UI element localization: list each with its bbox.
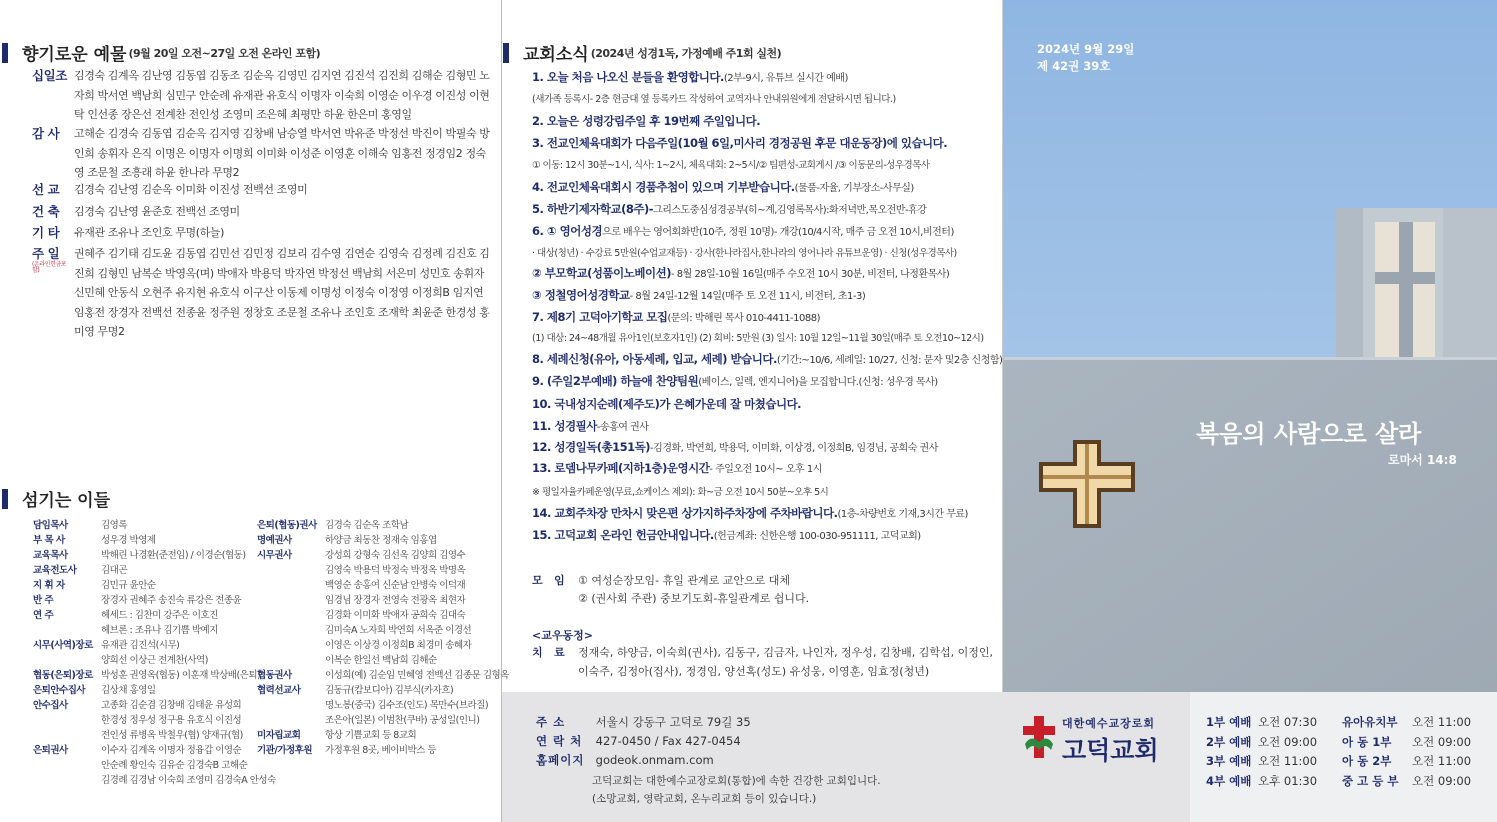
news-item (532, 460, 822, 476)
servant-names: 임경님 장경자 전영숙 전광옥 최현자 (325, 595, 466, 606)
news-item-detail: (2부-9시, 유튜브 실시간 예배) (723, 73, 848, 84)
news-item-detail: - 8월 28일-10월 16일(매주 수오전 10시 30분, 비전터, 나정환목사) (670, 269, 950, 280)
servant-names: 명노봉(중국) 김수조(인도) 목만수(브라질) (325, 700, 489, 711)
servant-names: 조은아(일본) 이범찬(쿠바) 공성일(인니) (325, 715, 480, 726)
web-row (536, 752, 714, 768)
section-bar (2, 489, 8, 509)
servant-role: 협력선교사 (257, 685, 301, 696)
worship-time-row (1206, 734, 1317, 750)
news-item-bold: 11. 성경필사 (532, 419, 597, 433)
servants-section-header (2, 486, 110, 511)
offering-label: 건 축 (32, 204, 60, 219)
worship-service: 유아유치부 (1342, 715, 1398, 729)
servant-names: 성우경 박영제 (101, 535, 156, 546)
web-value[interactable]: godeok.onmam.com (595, 753, 714, 767)
news-item-detail: - 주일오전 10시~ 오후 1시 (709, 464, 822, 475)
servant-names: 헤세드 : 김찬미 강주은 이호진 (101, 610, 218, 621)
servant-row (33, 534, 253, 549)
servant-names: 하양금 최동찬 정재숙 임홍엽 (325, 535, 437, 546)
worship-time: 오전 11:00 (1412, 754, 1472, 768)
servant-role: 교육전도사 (33, 565, 77, 576)
servant-names: 항상 기쁨교회 등 8교회 (325, 730, 417, 741)
offering-label: 선 교 (32, 182, 60, 197)
offering-names: 김경숙 김계옥 김난영 김동엽 김동조 김순옥 김영민 김지연 김진석 김진희 김해순 김형민 노자희 박서연 백남희 심민구 안순례 유재관 유호식 이명자 이숙희 이영순 이우경 이진성 이현탁 인선종 장은선 전계찬 전인성 조영미 조은혜 최평만 하윤 한은미 홍영일 (74, 69, 490, 121)
servant-role: 지 휘 자 (33, 580, 65, 591)
servant-names: 강성희 강형숙 김선옥 김양희 김영수 (325, 550, 466, 561)
offering-names: 김경숙 김난영 김순옥 이미화 이진성 전백선 조영미 (74, 183, 308, 196)
news-item (532, 135, 947, 151)
worship-service: 2부 예배 (1206, 734, 1252, 749)
servant-names: 박성훈 권영옥(협동) 이훈재 박상배(은퇴) (101, 670, 261, 681)
staff-label: 치 료 (532, 646, 565, 659)
offering-row (32, 244, 496, 342)
servant-names: 김동규(캄보디아) 김부식(카자흐) (325, 685, 454, 696)
servant-row (33, 729, 253, 744)
servant-role: 부 목 사 (33, 535, 65, 546)
church-desc-1: 고덕교회는 대한예수교장로회(통합)에 속한 건강한 교회입니다. (592, 775, 881, 787)
servant-row (33, 639, 253, 654)
servant-names: 헤브론 : 조유나 김기쁨 박예지 (101, 625, 218, 636)
offering-names: 고해순 김경숙 김동엽 김순옥 김지영 김창배 남승열 박서연 박유준 박정선 박진이 박필숙 방인희 송휘자 은직 이명은 이명자 이명희 이미화 이성준 이영훈 이해숙 임홍전 정경임2 정숙영 조문철 조흥래 하윤 한나라 무명2 (74, 127, 490, 179)
bulletin-issue: 제 42권 39호 (1037, 59, 1111, 73)
servant-row (257, 684, 497, 699)
news-item (532, 351, 1002, 367)
worship-time-row (1206, 773, 1317, 789)
news-item-bold: 13. 로뎀나무카페(지하1층)운영시간 (532, 461, 710, 475)
servant-row (33, 669, 261, 684)
servant-row (33, 774, 276, 789)
servant-names: 가정후원 8곳, 베이비박스 등 (325, 745, 437, 756)
servant-row (33, 714, 253, 729)
news-item-detail: (문의: 박해린 목사 010-4411-1088) (667, 313, 821, 324)
worship-service: 1부 예배 (1206, 715, 1252, 729)
news-item (532, 484, 828, 498)
worship-time-row (1206, 714, 1317, 730)
web-label: 홈페이지 (536, 753, 585, 767)
news-item-detail: -송홍여 권사 (596, 422, 649, 433)
servant-names: 유재관 김진석(시무) (101, 640, 180, 651)
servant-role: 연 주 (33, 610, 54, 621)
servant-role: 은퇴권사 (33, 745, 68, 756)
servant-names: 장경자 권혜주 송진숙 류강은 전종윤 (101, 595, 242, 606)
servant-row (33, 609, 253, 624)
meeting-line: ② (권사회 주관) 중보기도회-휴일관계로 쉽니다. (578, 592, 810, 605)
worship-time: 오전 07:30 (1258, 715, 1318, 729)
news-item-detail: (베이스, 일렉, 엔지니어)을 모집합니다.(신청: 성우경 목사) (698, 377, 938, 388)
offering-row (32, 124, 496, 183)
servant-row (257, 609, 497, 624)
offering-label: 감 사 (32, 126, 60, 141)
servant-row (33, 594, 253, 609)
news-item (532, 157, 930, 171)
worship-time: 오전 11:00 (1412, 715, 1472, 729)
worship-time-row (1342, 773, 1471, 789)
phone-value: 427-0450 / Fax 427-0454 (595, 734, 741, 748)
news-item-bold: 5. 하반기제자학교(8주)- (532, 202, 654, 216)
news-item-bold: 15. 고덕교회 온라인 헌금안내입니다. (532, 528, 714, 542)
news-item-detail: (물품-자율, 기부장소-사무실) (794, 183, 914, 194)
servant-names: 고종화 김순겸 김창배 김태윤 유성희 (101, 700, 242, 711)
servant-row (33, 744, 253, 759)
servant-row (257, 729, 497, 744)
servant-names: 이복순 한일선 백남희 김해순 (325, 655, 437, 666)
worship-time: 오전 11:00 (1258, 754, 1318, 768)
offering-label-text: 주 일 (32, 246, 60, 261)
servant-row (257, 579, 497, 594)
church-name: 고덕교회 (1062, 736, 1159, 765)
offering-row (32, 66, 496, 125)
servant-row (257, 699, 497, 714)
church-desc-2: (소망교회, 영락교회, 온누리교회 등이 있습니다.) (592, 793, 817, 805)
servant-role: 교육목사 (33, 550, 68, 561)
news-item-bold: 9. (주일2부예배) 하늘애 찬양팀원 (532, 374, 699, 388)
news-item-detail: ① 이동: 12시 30분~1시, 식사: 1~2시, 체육대회: 2~5시/② 팀편성-교회게시 /③ 이동문의-성우경목사 (532, 160, 930, 171)
staff-news-title: <교우동정> (532, 629, 593, 642)
servant-names: 김민규 윤안순 (101, 580, 156, 591)
worship-time-row (1342, 753, 1471, 769)
news-item (532, 91, 896, 105)
sermon-verse: 로마서 14:8 (1388, 453, 1457, 467)
news-item (532, 505, 968, 521)
news-item-detail: · 대상(청년) · 수강료 5만원(수업교재등) · 강사(한나라집사,한나라의 영어나라 유튜브운영) · 신청(성우경목사) (532, 248, 957, 259)
church-logo-icon (1021, 714, 1057, 760)
servant-role: 미자립교회 (257, 730, 301, 741)
cover-image (1003, 0, 1497, 692)
servant-row (257, 549, 497, 564)
worship-time-row (1206, 753, 1317, 769)
offering-names: 유재관 조유나 조인호 무명(하늘) (74, 226, 225, 239)
servant-row (257, 669, 509, 684)
servant-names: 김대곤 (101, 565, 128, 576)
news-item-detail: (1층-차량번호 기재,3시간 무료) (837, 509, 968, 520)
address-value: 서울시 강동구 고덕로 79길 35 (595, 715, 751, 729)
news-title: 교회소식 (523, 45, 589, 65)
offering-title: 향기로운 예물 (22, 45, 127, 65)
denomination-name: 대한예수교장로회 (1062, 717, 1156, 730)
servant-row (33, 654, 253, 669)
servant-role: 은퇴(협동)권사 (257, 520, 317, 531)
news-item-bold: 6. ① 영어성경 (532, 224, 603, 238)
news-item-bold: 4. 전교인체육대회시 경품추첨이 있으며 기부받습니다. (532, 180, 795, 194)
servant-row (33, 579, 253, 594)
church-building-illustration (1003, 0, 1497, 692)
news-item (532, 69, 848, 85)
servant-row (33, 684, 253, 699)
sermon-headline: 복음의 사람으로 살라 (1196, 420, 1422, 448)
news-item (532, 418, 648, 434)
servant-role: 담임목사 (33, 520, 68, 531)
phone-label: 연 락 처 (536, 734, 583, 748)
servant-names: 한경성 정우성 정구용 유호식 이진성 (101, 715, 242, 726)
servant-row (257, 519, 497, 534)
section-bar (503, 43, 509, 63)
news-item (532, 287, 865, 303)
servant-names: 안순례 황인숙 김유순 김경숙B 고해순 (101, 760, 248, 771)
news-item-bold: ③ 정철영어성경학교 (532, 288, 630, 302)
servant-names: 이성희(예) 김순임 민혜영 전백선 김종문 김형옥 (325, 670, 509, 681)
servant-row (257, 624, 497, 639)
address-row (536, 714, 751, 730)
servant-row (33, 624, 253, 639)
bulletin-date: 2024년 9월 29일 (1037, 42, 1135, 56)
servant-role: 안수집사 (33, 700, 68, 711)
offering-section-header (2, 40, 320, 65)
servant-row (33, 564, 253, 579)
servant-role: 시무(사역)장로 (33, 640, 93, 651)
offering-label (32, 244, 72, 274)
news-item-detail: (1) 대상: 24~48개월 유아1인(보호자1인) (2) 회비: 5만원 (3) 일시: 10월 12일~11월 30일(매주 토 오전10~12시) (532, 333, 984, 344)
offering-label: 기 타 (32, 225, 60, 240)
news-item (532, 265, 949, 281)
news-item (532, 223, 954, 239)
servant-role: 시무권사 (257, 550, 292, 561)
news-item-bold: ② 부모학교(성품이노베이션) (532, 266, 671, 280)
servant-role: 명예권사 (257, 535, 292, 546)
news-item (532, 309, 820, 325)
news-item-detail: 그리스도중심성경공부(히~계,김영록목사):화저녁반,목오전반-휴강 (653, 205, 927, 216)
servant-row (257, 564, 497, 579)
worship-service: 아 동 2부 (1342, 754, 1392, 768)
servant-names: 김경숙 김순옥 조학남 (325, 520, 409, 531)
servant-role: 협동권사 (257, 670, 292, 681)
news-item-detail: (기간:~10/6, 세례일: 10/27, 신청: 문자 및2층 신청함) (776, 355, 1003, 366)
servant-row (257, 594, 497, 609)
worship-service: 중 고 등 부 (1342, 773, 1399, 788)
servant-role: 기관/가정후원 (257, 745, 313, 756)
servant-names: 이영은 이상경 이정희B 최경미 송혜자 (325, 640, 472, 651)
address-label: 주 소 (536, 715, 566, 729)
meeting-line: ① 여성순장모임- 휴일 관계로 교안으로 대체 (578, 574, 790, 587)
news-item (532, 373, 938, 389)
section-bar (2, 43, 8, 63)
offering-row (32, 202, 496, 222)
offering-row (32, 180, 496, 200)
servants-title: 섬기는 이들 (22, 491, 111, 511)
news-item (532, 527, 921, 543)
news-item (532, 113, 760, 129)
staff-line: 이숙주, 김정아(집사), 정경임, 양선혹(성도) 유성웅, 이영훈, 임효정(청년) (578, 665, 930, 678)
news-item-bold: 12. 성경일독(총151독) (532, 440, 651, 454)
servant-names: 전인성 류병옥 박철우(협) 양재규(협) (101, 730, 243, 741)
news-subtitle: (2024년 성경1독, 가정예배 주1회 실천) (590, 46, 782, 60)
worship-time-row (1342, 734, 1471, 750)
servant-row (257, 714, 497, 729)
news-item-bold: 14. 교회주차장 만차시 맞은편 상가지하주차장에 주차바랍니다. (532, 506, 838, 520)
servant-names: 이수자 김계옥 이명자 정융갑 이영순 (101, 745, 242, 756)
news-item-bold: 3. 전교인체육대회가 다음주일(10월 6일,미사리 경정공원 후문 대운동장)에 있습니다. (532, 136, 948, 150)
worship-service: 3부 예배 (1206, 754, 1252, 768)
servant-names: 박해린 나경환(준전임) / 이경순(협동) (101, 550, 246, 561)
news-item-detail: ※ 평일자율카페운영(무료,쇼케이스 제외): 화~금 오전 10시 50분~오후 5시 (532, 487, 829, 498)
servant-row (33, 759, 253, 774)
news-item (532, 245, 957, 259)
news-item-detail: 으로 배우는 영어회화반(10주, 정원 10명)- 개강(10/4시작, 매주 금 오전 10시,비전터) (602, 227, 954, 238)
servant-names: 김영숙 박용덕 박정숙 박정옥 박명옥 (325, 565, 466, 576)
news-item-bold: 10. 국내성지순례(제주도)가 은혜가운데 잘 마쳤습니다. (532, 397, 802, 411)
servant-row (257, 639, 497, 654)
offering-label-note: (온라인헌금포함) (32, 260, 67, 274)
news-item-detail: (새가족 등록시- 2층 현금대 옆 등록카드 작성하여 교역자나 안내위원에게 전달하시면 됩니다.) (532, 94, 896, 105)
news-item-detail: -김경화, 박연희, 박용덕, 이미화, 이상경, 이정희B, 임경님, 공희숙 권사 (650, 443, 938, 454)
servant-names: 김경례 김경남 이숙희 조영미 김경숙A 안성숙 (101, 775, 276, 786)
worship-service: 4부 예배 (1206, 773, 1252, 788)
servant-row (257, 744, 497, 759)
news-item (532, 201, 926, 217)
news-item-bold: 7. 제8기 고덕아기학교 모집 (532, 310, 668, 324)
news-section-header (503, 40, 781, 65)
servant-role: 협동(은퇴)장로 (33, 670, 93, 681)
news-item-bold: 8. 세례신청(유아, 아동세례, 입교, 세례) 받습니다. (532, 352, 777, 366)
offering-row (32, 223, 496, 243)
news-item-bold: 1. 오늘 처음 나오신 분들을 환영합니다. (532, 70, 724, 84)
offering-names: 권혜주 김기태 김도윤 김동엽 김민선 김민정 김보리 김수영 김연순 김영숙 김정례 김진호 김진희 김형민 남복순 박영옥(며) 박애자 박용덕 박자연 박정선 백남희 서은미 성민호 송휘자 신민혜 안동식 오현주 유지현 유호식 이구산 이동제 이명성 이정숙 이정영 이정희B 임지연 임홍전 장경자 전백선 전종윤 정주원 정창호 조문철 조유나 조인호 조재학 최윤준 한경성 홍미영 무명2 (74, 247, 490, 338)
offering-names: 김경숙 김난영 윤준호 전백선 조영미 (74, 205, 240, 218)
servant-role: 반 주 (33, 595, 54, 606)
servant-row (257, 654, 497, 669)
servant-names: 김영록 (101, 520, 128, 531)
servant-names: 백영순 송홍여 신순남 안병숙 이덕재 (325, 580, 466, 591)
worship-service: 아 동 1부 (1342, 734, 1392, 749)
phone-row (536, 733, 741, 749)
staff-line: 정재숙, 하양금, 이숙희(권사), 김동구, 김금자, 나인자, 정우성, 김창배, 김학섭, 이정인, (578, 646, 994, 659)
servant-names: 김상채 홍영일 (101, 685, 156, 696)
offering-subtitle: (9월 20일 오전~27일 오전 온라인 포함) (128, 46, 321, 60)
servant-row (257, 534, 497, 549)
servant-names: 양희선 이상근 전계찬(사역) (101, 655, 208, 666)
servant-row (33, 519, 253, 534)
servant-role: 은퇴안수집사 (33, 685, 86, 696)
news-item-detail: - 8월 24일-12월 14일(매주 토 오전 11시, 비전터, 초1-3) (629, 291, 866, 302)
worship-time: 오전 09:00 (1412, 773, 1472, 788)
news-item (532, 439, 938, 455)
news-item (532, 396, 801, 412)
worship-time: 오전 09:00 (1412, 734, 1472, 749)
servant-row (33, 699, 253, 714)
news-item-detail: (헌금계좌: 신한은행 100-030-951111, 고덕교회) (713, 531, 921, 542)
meeting-label: 모 임 (532, 574, 565, 587)
servant-row (33, 549, 253, 564)
worship-time-row (1342, 714, 1471, 730)
servant-names: 김경화 이미화 박애자 공희숙 김대숙 (325, 610, 466, 621)
news-item (532, 330, 984, 344)
news-item-bold: 2. 오늘은 성령강림주일 후 19번째 주일입니다. (532, 114, 761, 128)
worship-time: 오전 09:00 (1258, 734, 1318, 749)
worship-time: 오후 01:30 (1258, 773, 1318, 788)
offering-label: 십일조 (32, 68, 68, 83)
servant-names: 김미숙A 노자희 박연희 서옥준 이경선 (325, 625, 472, 636)
news-item (532, 179, 914, 195)
